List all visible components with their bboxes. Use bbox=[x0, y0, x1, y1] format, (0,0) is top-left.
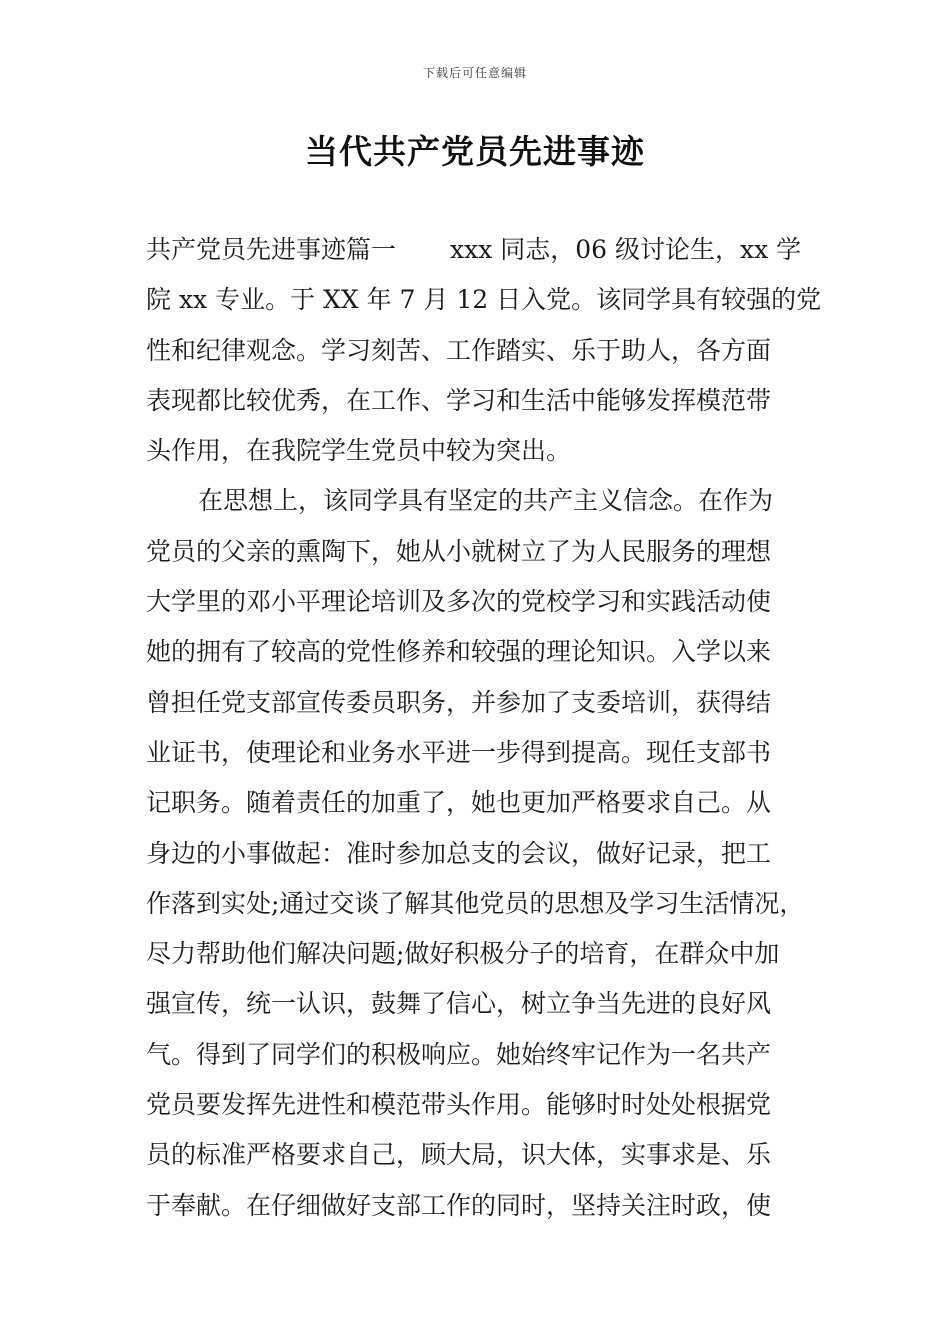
text-line: 于奉献。在仔细做好支部工作的同时，坚持关注时政，使 bbox=[146, 1190, 772, 1220]
document-body bbox=[146, 225, 822, 1231]
document-title: 当代共产党员先进事迹 bbox=[305, 132, 645, 171]
intro-first-line bbox=[146, 225, 816, 275]
text-line: 业证书，使理论和业务水平进一步得到提高。现任支部书 bbox=[146, 737, 772, 767]
text-line: 曾担任党支部宣传委员职务，并参加了支委培训，获得结 bbox=[146, 687, 772, 717]
text-line: 党员的父亲的熏陶下，她从小就树立了为人民服务的理想 bbox=[146, 536, 772, 566]
text-line: 表现都比较优秀，在工作、学习和生活中能够发挥模范带 bbox=[146, 385, 772, 415]
text-line: 员的标准严格要求自己，顾大局，识大体，实事求是、乐 bbox=[146, 1140, 772, 1170]
text-line: 大学里的邓小平理论培训及多次的党校学习和实践活动使 bbox=[146, 587, 772, 617]
text-line: 强宣传，统一认识，鼓舞了信心，树立争当先进的良好风 bbox=[146, 989, 772, 1019]
text-line: 党员要发挥先进性和模范带头作用。能够时时处处根据党 bbox=[146, 1090, 772, 1120]
text-line: 性和纪律观念。学习刻苦、工作踏实、乐于助人，各方面 bbox=[146, 335, 772, 365]
text-line: 记职务。随着责任的加重了，她也更加严格要求自己。从 bbox=[146, 788, 772, 818]
section-label: 共产党员先进事迹篇一 bbox=[146, 235, 397, 264]
intro-first-line-text: xxx 同志，06 级讨论生，xx 学 bbox=[450, 235, 802, 264]
text-line: 她的拥有了较高的党性修养和较强的理论知识。入学以来 bbox=[146, 637, 772, 667]
header-note: 下载后可任意编辑 bbox=[422, 66, 527, 80]
text-line: 作落到实处;通过交谈了解其他党员的思想及学习生活情况， bbox=[146, 888, 805, 918]
text-line: 尽力帮助他们解决问题;做好积极分子的培育，在群众中加 bbox=[146, 939, 780, 969]
paragraph-first-line: 在思想上，该同学具有坚定的共产主义信念。在作为 bbox=[198, 486, 774, 516]
text-line: 身边的小事做起：准时参加总支的会议，做好记录，把工 bbox=[146, 838, 772, 868]
text-line: 院 xx 专业。于 XX 年 7 月 12 日入党。该同学具有较强的党 bbox=[146, 285, 822, 315]
text-line: 气。得到了同学们的积极响应。她始终牢记作为一名共产 bbox=[146, 1039, 772, 1069]
text-line: 头作用，在我院学生党员中较为突出。 bbox=[146, 436, 572, 466]
